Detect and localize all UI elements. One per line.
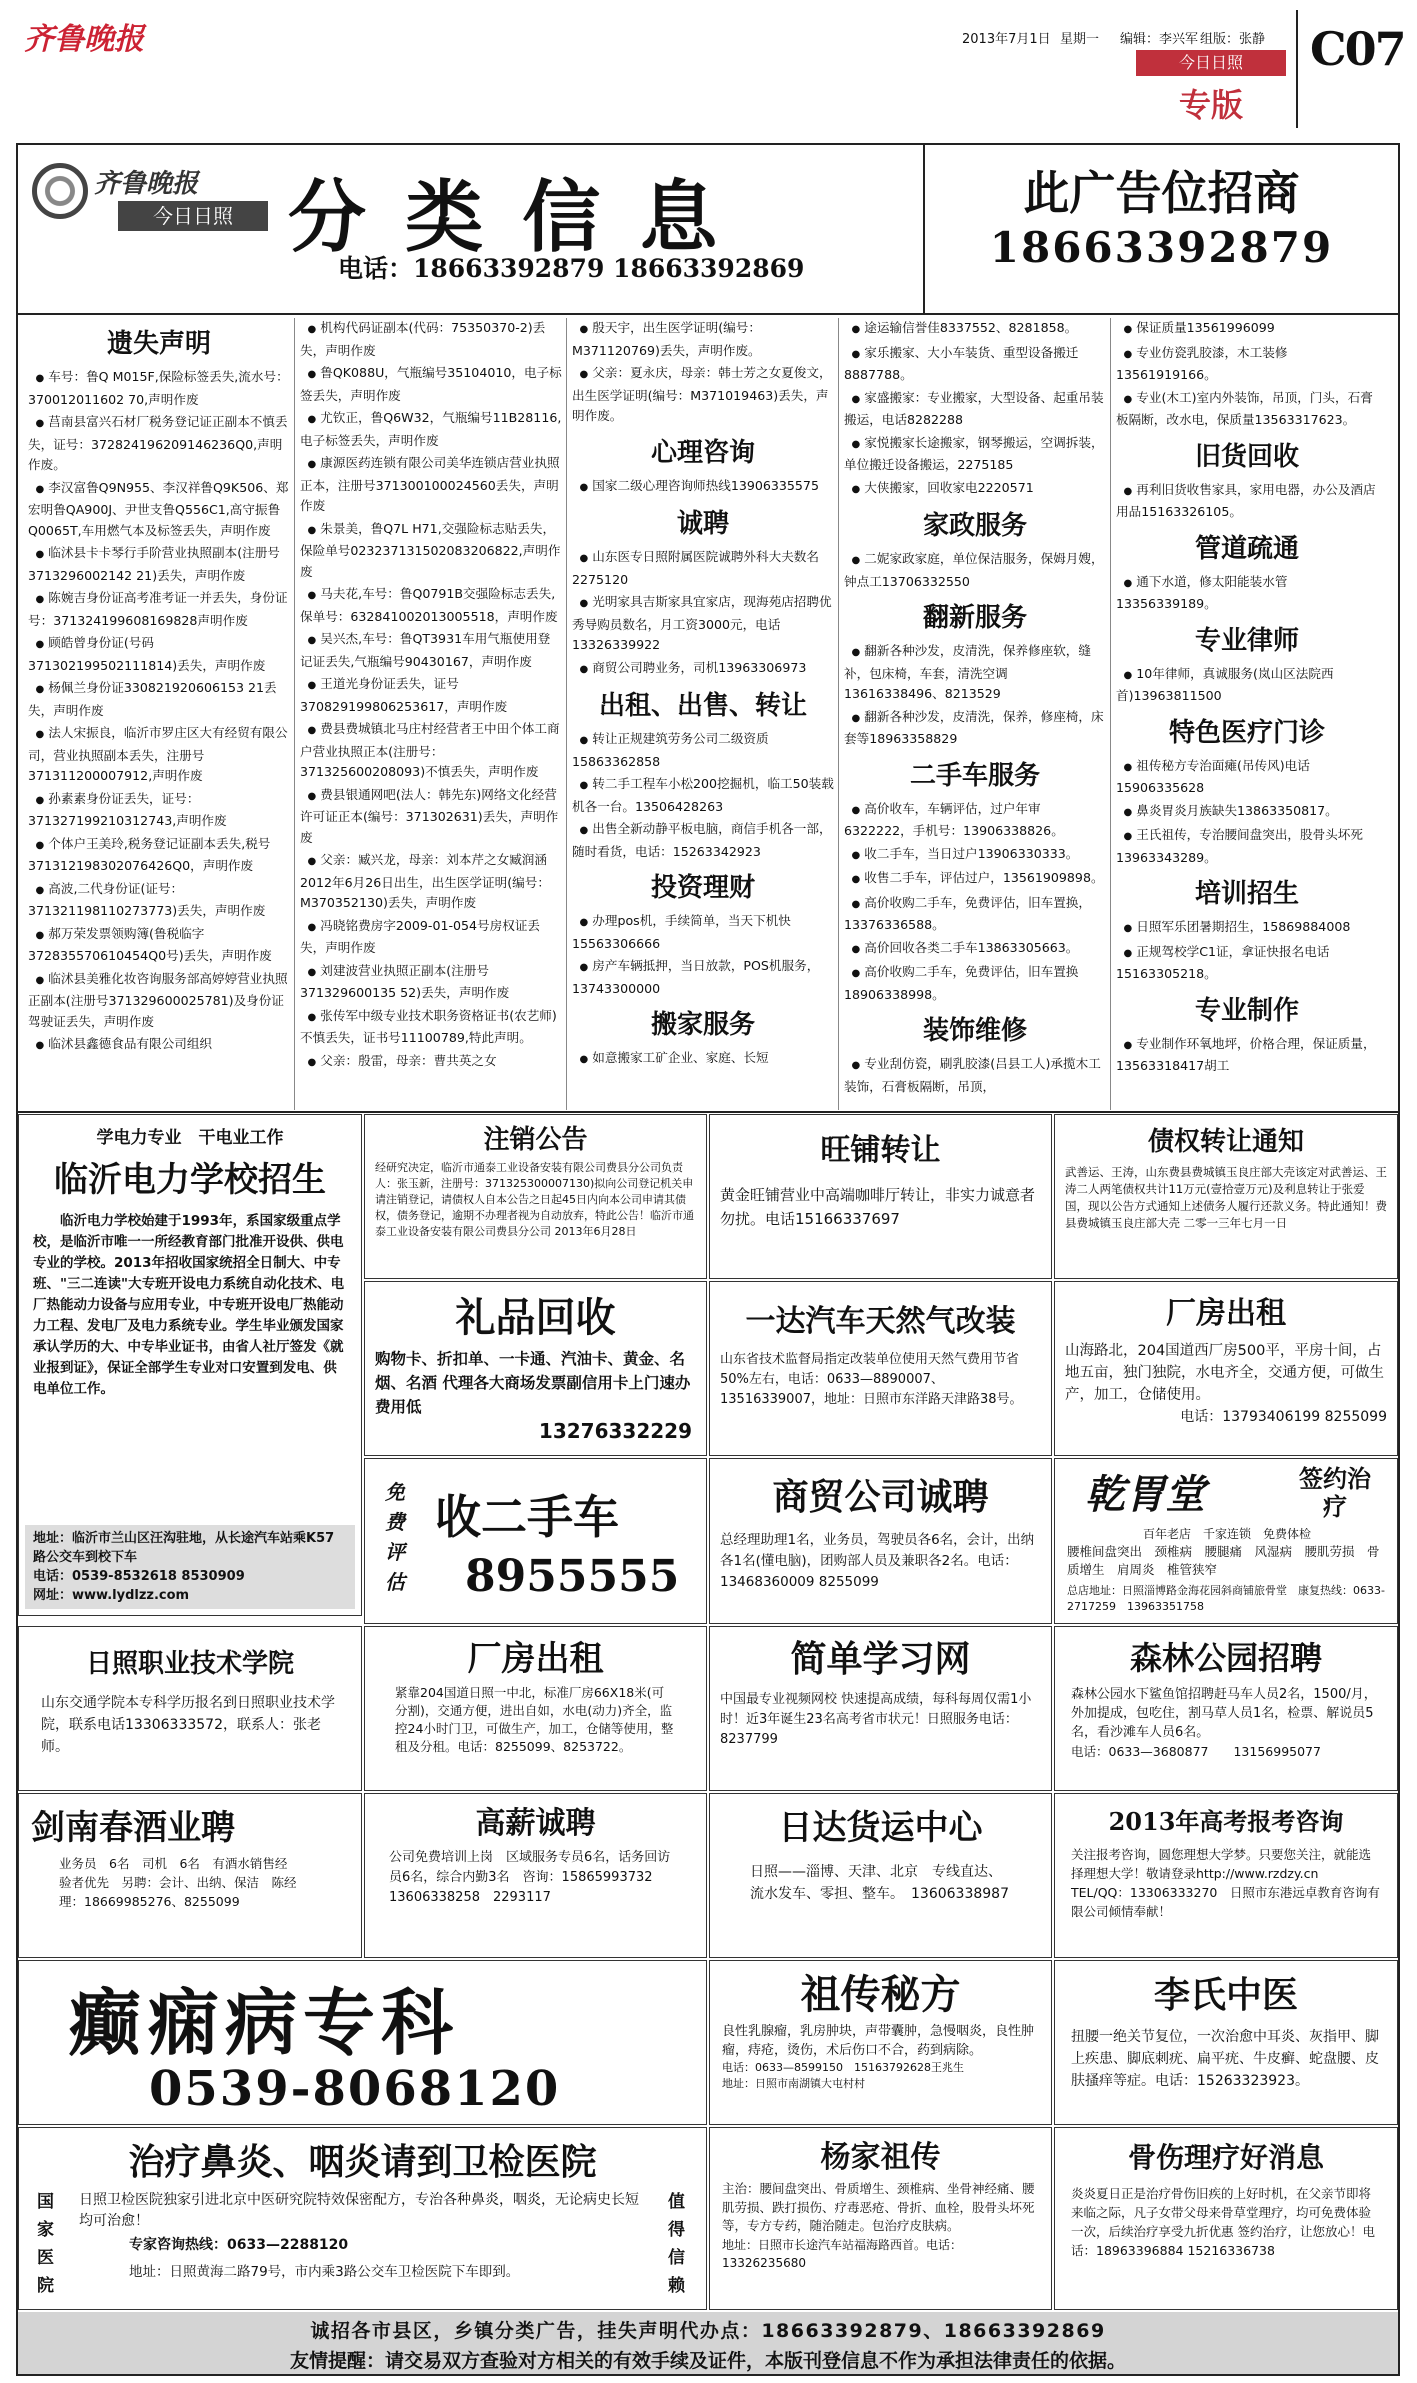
- classified-item: ● 保证质量13561996099: [1116, 318, 1378, 341]
- classified-item: ● 殷天宇，出生医学证明(编号：M371120769)丢失，声明作废。: [572, 318, 834, 361]
- classified-item: ● 专业(木工)室内外装饰，吊顶，门头，石膏板隔断，改水电，保质量13563317623。: [1116, 388, 1378, 431]
- trade-title: 商贸公司诚聘: [772, 1476, 989, 1518]
- column-divider: [566, 318, 567, 1110]
- classified-item: ● 张传军中级专业技术职务资格证书(农艺师)不慎丢失，证书号11100789,特此声明。: [300, 1006, 562, 1049]
- exam-title: 2013年高考报考咨询: [1108, 1807, 1344, 1836]
- weekday: 星期一: [1060, 32, 1100, 47]
- classified-item: ● 再利旧货收售家具，家用电器，办公及酒店用品15163326105。: [1116, 480, 1378, 523]
- classified-item: ● 家盛搬家：专业搬家，大型设备、起重吊装搬运，电话8282288: [844, 388, 1106, 431]
- yang-clinic-ad: [709, 2127, 1052, 2310]
- section-heading: 专业律师: [1194, 625, 1299, 656]
- li-medicine-ad: [1054, 1960, 1398, 2125]
- classified-item: ● 收售二手车，评估过户，13561909898。: [844, 868, 1106, 891]
- section-heading: 装饰维修: [922, 1016, 1027, 1046]
- column-divider: [1110, 318, 1111, 1110]
- logo-section-name: 今日日照: [118, 201, 268, 231]
- debt-notice-ad: [1054, 1114, 1398, 1279]
- section-heading: 心理咨询: [650, 437, 755, 468]
- yang-body: 主治：腰间盘突出、骨质增生、颈椎病、坐骨神经痛、腰肌劳损、跌打损伤、疗毒恶疮、骨折、血栓，股骨头坏死等，专方专药，随治随走。包治疗皮肤病。: [722, 2181, 1035, 2233]
- classified-item: ● 高价回收各类二手车13863305663。: [844, 938, 1106, 961]
- classified-item: ● 高价收车，车辆评估，过户年审6322222，手机号：13906338826。: [844, 799, 1106, 842]
- gift-phone: 13276332229: [538, 1419, 692, 1443]
- used-car-title: 收二手车: [435, 1490, 619, 1544]
- classified-item: ● 高价收购二手车，免费评估，旧车置换，13376336588。: [844, 893, 1106, 936]
- gift-title: 礼品回收: [455, 1294, 616, 1341]
- classified-item: ● 专业仿瓷乳胶漆，木工装修13561919166。: [1116, 343, 1378, 386]
- issue-date: 2013年7月1日: [962, 32, 1051, 47]
- trade-company-ad: [709, 1458, 1052, 1624]
- section-divider: [18, 1111, 1398, 1113]
- park-phone: 电话：0633—3680877 13156995077: [1071, 1744, 1321, 1759]
- classified-item: ● 马夫花,车号：鲁Q0791B交强险标志丢失,保单号：632841002013005518，声明作废: [300, 584, 562, 627]
- clinic-subtitle: 签约治疗: [1299, 1464, 1371, 1521]
- classified-item: ● 父亲：夏永庆，母亲：韩士芳之女夏俊文，出生医学证明(编号：M371019463)丢失，声明作废。: [572, 363, 834, 427]
- salary-title: 高薪诚聘: [475, 1806, 596, 1841]
- section-heading: 出租、出售、转让: [598, 691, 807, 721]
- classified-item: ● 鼻炎胃炎月族缺失13863350817。: [1116, 801, 1378, 824]
- factory1-body: 山海路北，204国道西厂房500平，平房十间，占地五亩，独门独院，水电齐全，交通方便，可做生产，加工，仓储使用。: [1065, 1343, 1384, 1403]
- classified-item: ● 王氏祖传，专治腰间盘突出，股骨头坏死13963343289。: [1116, 825, 1378, 868]
- nose-left-tag: 国家医院: [37, 2192, 54, 2296]
- classified-item: ● 转二手工程车小松200挖掘机，临工50装载机各一台。13506428263: [572, 774, 834, 817]
- wine-body: 业务员 6名 司机 6名 有酒水销售经验者优先 另聘：会计、出纳、保洁 陈经理：18669985276、8255099: [59, 1856, 297, 1909]
- li-body: 扭腰一绝关节复位，一次治愈中耳炎、灰指甲、脚上疾患、脚底刺疣、扁平疣、牛皮癣、蛇盘腰、皮肤搔痒等症。电话：15263323923。: [1071, 2029, 1379, 2089]
- footer-line-2: 友情提醒：请交易双方查验对方相关的有效手续及证件，本版刊登信息不作为承担法律责任的依据。: [289, 2350, 1126, 2372]
- classified-item: ● 如意搬家工矿企业、家庭、长短: [572, 1048, 834, 1071]
- classified-item: ● 商贸公司聘业务，司机13963306973: [572, 658, 834, 681]
- clinic-ad: [1054, 1458, 1398, 1624]
- classified-item: ● 正规驾校学C1证，拿证快报名电话15163305218。: [1116, 942, 1378, 985]
- section-heading: 翻新服务: [922, 603, 1027, 633]
- classified-item: ● 个体户王美玲,税务登记证副本丢失,税号371312198302076426Q0，声明作废: [28, 834, 290, 877]
- section-heading: 二手车服务: [909, 760, 1040, 791]
- school-tag: 学电力专业 干电业工作: [96, 1128, 284, 1148]
- classified-item: ● 出售全新动静平板电脑，商信手机各一部，随时看货，电话：15263342923: [572, 819, 834, 862]
- section-heading: 特色医疗门诊: [1168, 717, 1325, 748]
- classified-item: ● 大侠搬家，回收家电2220571: [844, 478, 1106, 501]
- study-site-ad: [709, 1626, 1052, 1791]
- salary-body: 公司免费培训上岗 区域服务专员6名，话务回访员6名，综合内勤3名 咨询：15865993732 13606338258 2293117: [389, 1850, 671, 1905]
- classified-item: ● 费县费城镇北马庄村经营者王中田个体工商户营业执照正本(注册号：371325600208093)不慎丢失，声明作废: [300, 719, 562, 783]
- classified-item: ● 李汉富鲁Q9N955、李汉祥鲁Q9K506、郑宏明鲁QA900J、尹世支鲁Q556C1,高守振鲁Q0065T,车用燃气本及标签丢失，声明作废: [28, 478, 290, 542]
- factory1-title: 厂房出租: [1166, 1296, 1286, 1331]
- debt-title: 债权转让通知: [1147, 1127, 1304, 1157]
- classified-item: ● 郝万荣发票领购簿(鲁税临字372835570610454Q0号)丢失，声明作废: [28, 924, 290, 967]
- secret-recipe-ad: [709, 1960, 1052, 2125]
- factory2-body: 紧靠204国道日照一中北，标准厂房66X18米(可分割)，交通方便，进出自如，水电(动力)齐全，监控24小时门卫，可做生产，加工，仓储等使用，整租及分租。电话：8255099、8253722。: [395, 1685, 674, 1754]
- classified-item: ● 办理pos机，手续简单，当天下机快15563306666: [572, 911, 834, 954]
- banner-phone: 电话：18663392879 18663392869: [338, 254, 805, 283]
- classified-item: ● 朱景美，鲁Q7L H71,交强险标志贴丢失，保险单号023237131502083206822,声明作废: [300, 519, 562, 583]
- column-divider: [294, 318, 295, 1110]
- classified-item: ● 临沭县鑫德食品有限公司组织: [28, 1034, 290, 1057]
- logo-paper-name: 齐鲁晚报: [94, 169, 199, 199]
- clinic-tag: 百年老店 千家连锁 免费体检: [1142, 1527, 1311, 1541]
- section-heading: 旧货回收: [1194, 441, 1299, 472]
- gas-conversion-ad: [709, 1281, 1052, 1456]
- wine-recruit-ad: [18, 1793, 362, 1958]
- section-heading: 遗失声明: [106, 329, 211, 359]
- classified-item: ● 临沭县卡卡琴行手阶营业执照副本(注册号3713296002142 21)丢失，声明作废: [28, 543, 290, 586]
- classified-item: ● 吴兴杰,车号：鲁QT3931车用气瓶使用登记证丢失,气瓶编号90430167，声明作废: [300, 629, 562, 672]
- nose-address: 地址：日照黄海二路79号，市内乘3路公交车卫检医院下车即到。: [129, 2264, 520, 2280]
- college-title: 日照职业技术学院: [85, 1649, 294, 1679]
- layout-editor: 组版：张静: [1200, 32, 1266, 47]
- debt-body: 武善运、王涛，山东费县费城镇玉良庄部大壳该定对武善运、王涛二人两笔债权共计11万元(壹拾壹万元)及利息转让于张爱国，现以公告方式通知上述债务人履行还款义务。特此通知！费县费城镇玉良庄部大壳 二零一三年七月一日: [1065, 1165, 1387, 1230]
- secret-phone: 电话：0633—8599150 15163792628王兆生: [722, 2061, 964, 2074]
- epilepsy-title: 癫痫病专科: [69, 1980, 460, 2065]
- school-address: 地址：临沂市兰山区汪沟驻地，从长途汽车站乘K57路公交车到校下车: [33, 1531, 335, 1565]
- logo-icon: [32, 163, 88, 219]
- shop-body: 黄金旺铺营业中高端咖啡厅转让，非实力诚意者勿扰。电话15166337697: [720, 1186, 1036, 1228]
- classified-item: ● 翻新各种沙发，皮清洗，保养，修座椅，床套等18963358829: [844, 707, 1106, 750]
- section-heading: 诚聘: [676, 509, 729, 539]
- banner-title: 分 类 信 息: [288, 172, 724, 263]
- secret-body: 良性乳腺瘤，乳房肿块，声带囊肿，急慢咽炎，良性肿瘤，痔疮，烫伤，术后伤口不合，药到病除。: [722, 2024, 1035, 2058]
- clinic-title: 乾胃堂: [1085, 1471, 1205, 1518]
- nose-phone: 专家咨询热线：0633—2288120: [129, 2237, 349, 2253]
- classified-column: [1116, 318, 1378, 1112]
- secret-address: 地址：日照市南湖镇大屯村村: [722, 2077, 865, 2090]
- classified-item: ● 家悦搬家长途搬家，钢琴搬运，空调拆装，单位搬迁设备搬运，2275185: [844, 433, 1106, 476]
- ad-space-title: 此广告位招商: [1023, 166, 1300, 220]
- classified-item: ● 父亲：殷雷，母亲：曹共英之女: [300, 1051, 562, 1074]
- classified-item: ● 孙素素身份证丢失，证号：371327199210312743,声明作废: [28, 789, 290, 832]
- classified-item: ● 专业制作环氧地坪，价格合理，保证质量，13563318417胡工: [1116, 1034, 1378, 1077]
- trade-body: 总经理助理1名，业务员，驾驶员各6名，会计，出纳各1名(懂电脑)，团购部人员及兼职各2名。电话：13468360009 8255099: [720, 1532, 1035, 1590]
- classified-column: [300, 318, 562, 1112]
- gas-title: 一达汽车天然气改装: [745, 1304, 1016, 1339]
- freight-ad: [709, 1793, 1052, 1958]
- section-heading: 专业制作: [1194, 995, 1299, 1026]
- classified-item: ● 车号：鲁Q M015F,保险标签丢失,流水号：370012011602 70,声明作废: [28, 367, 290, 410]
- classified-item: ● 康源医药连锁有限公司美华连锁店营业执照正本，注册号371300100024560丢失，声明作废: [300, 453, 562, 517]
- classified-item: ● 专业刮仿瓷，刷乳胶漆(吕县工人)承揽木工装饰，石膏板隔断，吊顶，: [844, 1054, 1106, 1097]
- bone-therapy-ad: [1054, 2127, 1398, 2310]
- paper-logo: 齐鲁晚报: [24, 22, 144, 57]
- footer: [18, 2312, 1398, 2374]
- section-heading: 投资理财: [650, 873, 755, 903]
- school-title: 临沂电力学校招生: [54, 1160, 326, 1200]
- classified-item: ● 二妮家政家庭，单位保洁服务，保姆月嫂，钟点工13706332550: [844, 549, 1106, 592]
- classified-item: ● 途运输信誉佳8337552、8281858。: [844, 318, 1106, 341]
- secret-title: 祖传秘方: [800, 1971, 961, 2018]
- section-heading: 培训招生: [1194, 879, 1299, 909]
- classified-item: ● 转让正规建筑劳务公司二级资质15863362858: [572, 729, 834, 772]
- classified-item: ● 刘建波营业执照正副本(注册号371329600135 52)丢失，声明作废: [300, 961, 562, 1004]
- college-ad: [18, 1626, 362, 1791]
- factory-rent-ad-2: [364, 1626, 707, 1791]
- gift-body: 购物卡、折扣单、一卡通、汽油卡、黄金、名烟、名酒 代理各大商场发票副信用卡上门速办费用低: [375, 1350, 691, 1416]
- classified-column: [28, 318, 290, 1112]
- used-car-side: 免费评估: [385, 1480, 405, 1594]
- classified-item: ● 尤钦正，鲁Q6W32，气瓶编号11B28116,电子标签丢失，声明作废: [300, 408, 562, 451]
- classified-item: ● 机构代码证副本(代码：75350370-2)丢失，声明作废: [300, 318, 562, 361]
- column-divider: [838, 318, 839, 1110]
- ad-space-box: [925, 145, 1398, 315]
- classified-item: ● 费县银通网吧(法人：韩先东)网络文化经营许可证正本(编号：371302631)丢失，声明作废: [300, 785, 562, 849]
- classified-item: ● 高价收购二手车，免费评估，旧车置换18906338998。: [844, 962, 1106, 1005]
- section-type: 专版: [1178, 86, 1243, 124]
- li-title: 李氏中医: [1153, 1974, 1298, 2016]
- classified-item: ● 冯晓铭费房字2009-01-054号房权证丢失，声明作废: [300, 916, 562, 959]
- classified-item: ● 法人宋振良，临沂市罗庄区大有经贸有限公司，营业执照副本丢失，注册号371311200007912,声明作废: [28, 723, 290, 787]
- school-website: 网址：www.lydlzz.com: [33, 1588, 190, 1603]
- classified-item: ● 王道光身份证丢失，证号370829199806253617，声明作废: [300, 674, 562, 717]
- yang-title: 杨家祖传: [820, 2140, 941, 2175]
- classified-item: ● 父亲：臧兴龙，母亲：刘本芹之女臧润涵2012年6月26日出生，出生医学证明(编号：M370352130)丢失，声明作废: [300, 850, 562, 914]
- classified-item: ● 临沭县美雅化妆咨询服务部高婷婷营业执照正副本(注册号371329600025781)及身份证驾驶证丢失，声明作废: [28, 969, 290, 1033]
- cancel-title: 注销公告: [483, 1125, 588, 1155]
- page-number: C07: [1310, 22, 1405, 76]
- classified-item: ● 高波,二代身份证(证号：371321198110273773)丢失，声明作废: [28, 879, 290, 922]
- classified-item: ● 顾皓曾身份证(号码371302199502111814)丢失，声明作废: [28, 633, 290, 676]
- bone-title: 骨伤理疗好消息: [1127, 2141, 1324, 2174]
- section-heading: 搬家服务: [650, 1010, 755, 1040]
- wine-title: 剑南春酒业聘: [31, 1808, 235, 1848]
- used-car-ad: [364, 1458, 707, 1624]
- section-heading: 管道疏通: [1194, 533, 1299, 564]
- exam-body: 关注报考咨询，圆您理想大学梦。只要您关注，就能选择理想大学！敬请登录http://www.rzdzy.cn TEL/QQ：13306333270 日照市东港远卓教育咨询有限公司倾情奉献！: [1071, 1847, 1380, 1919]
- classified-item: ● 家乐搬家、大小车装货、重型设备搬迁8887788。: [844, 343, 1106, 386]
- ad-space-phone: 18663392879: [989, 223, 1334, 272]
- forest-park-ad: [1054, 1626, 1398, 1791]
- classified-item: ● 房产车辆抵押，当日放款，POS机服务，13743300000: [572, 956, 834, 999]
- classified-item: ● 翻新各种沙发，皮清洗，保养修座软，缝补，包床椅，车套，清洗空调13616338496、8213529: [844, 641, 1106, 705]
- park-body: 森林公园水下鲨鱼馆招聘赶马车人员2名，1500/月，外加提成，包吃住，割马草人员1名，检票、解说员5名，看沙滩车人员6名。: [1071, 1687, 1377, 1740]
- nose-body: 日照卫检医院独家引进北京中医研究院特效保密配方，专治各种鼻炎，咽炎，无论病史长短均可治愈！: [79, 2192, 639, 2229]
- classified-banner: [18, 145, 923, 315]
- nose-clinic-ad: [18, 2127, 707, 2310]
- classified-item: ● 收二手车，当日过户13906330333。: [844, 844, 1106, 867]
- exam-consult-ad: [1054, 1793, 1398, 1958]
- shop-transfer-ad: [709, 1114, 1052, 1279]
- salary-recruit-ad: [364, 1793, 707, 1958]
- classified-item: ● 莒南县富兴石材厂税务登记证正副本不慎丢失，证号：372824196209146236Q0,声明作废。: [28, 412, 290, 476]
- footer-line-1: 诚招各市县区，乡镇分类广告，挂失声明代办点：18663392879、18663392869: [310, 2320, 1106, 2342]
- classified-column: [572, 318, 834, 1112]
- park-title: 森林公园招聘: [1129, 1639, 1322, 1677]
- bone-body: 炎炎夏日正是治疗骨伤旧疾的上好时机，在父亲节即将来临之际，凡子女带父母来骨草堂理疗，均可免费体验一次，后续治疗享受九折优惠 签约治疗，让您放心！电话：18963396884 15216336738: [1071, 2186, 1375, 2258]
- classified-item: ● 杨佩兰身份证330821920606153 21丢失，声明作废: [28, 678, 290, 721]
- nose-title: 治疗鼻炎、咽炎请到卫检医院: [128, 2141, 597, 2183]
- school-ad: [18, 1114, 362, 1616]
- nose-right-tag: 值得信赖: [668, 2192, 685, 2296]
- yang-address: 地址：日照市长途汽车站福海路西首。电话：13326235680: [722, 2237, 963, 2270]
- study-title: 简单学习网: [790, 1638, 971, 1680]
- college-body: 山东交通学院本专科学历报名到日照职业技术学院，联系电话13306333572，联系人：张老师。: [41, 1695, 335, 1755]
- school-body: 临沂电力学校始建于1993年，系国家级重点学校，是临沂市唯一一所经教育部门批准开设供、供电专业的学校。2013年招收国家统招全日制大、中专班、"三二连读"大专班开设电力系统自动化技术、电厂热能动力设备与应用专业，中专班开设电厂热能动力工程、发电厂及电力系统专业。学生毕业颁发国家承认学历的大、中专毕业证书，由省人社厅签发《就业报到证》，保证全部学生专业对口安置到发电、供电单位工作。: [33, 1213, 345, 1397]
- used-car-phone: 8955555: [465, 1551, 680, 1602]
- study-body: 中国最专业视频网校 快速提高成绩，每科每周仅需1小时！近3年诞生23名高考省市状元！日照服务电话：8237799: [720, 1692, 1032, 1747]
- classified-item: ● 山东医专日照附属医院诚聘外科大夫数名2275120: [572, 547, 834, 590]
- epilepsy-ad: [18, 1960, 707, 2125]
- freight-body: 日照——淄博、天津、北京 专线直达、流水发车、零担、整车。 13606338987: [750, 1864, 1009, 1902]
- factory2-title: 厂房出租: [467, 1639, 604, 1679]
- classified-item: ● 通下水道，修太阳能装水管13356339189。: [1116, 572, 1378, 615]
- factory-rent-ad-1: [1054, 1281, 1398, 1456]
- cancel-notice-ad: [364, 1114, 707, 1279]
- classified-item: ● 陈婉吉身份证高考准考证一并丢失，身份证号：371324199608169828声明作废: [28, 588, 290, 631]
- classified-item: ● 国家二级心理咨询师热线13906335575: [572, 476, 834, 499]
- section-name: 今日日照: [1136, 50, 1286, 76]
- gas-body: 山东省技术监督局指定改装单位使用天然气费用节省50%左右，电话：0633—8890007、13516339007，地址：日照市东洋路天津路38号。: [720, 1352, 1023, 1407]
- classified-item: ● 鲁QK088U，气瓶编号35104010，电子标签丢失，声明作废: [300, 363, 562, 406]
- school-phone: 电话：0539-8532618 8530909: [33, 1569, 245, 1584]
- classified-item: ● 日照军乐团暑期招生，15869884008: [1116, 917, 1378, 940]
- classified-item: ● 祖传秘方专治面瘫(吊传风)电话15906335628: [1116, 756, 1378, 799]
- clinic-address: 总店地址：日照淄博路金海花园斜商铺旅骨堂 康复热线：0633-2717259 13963351758: [1067, 1584, 1385, 1613]
- section-heading: 家政服务: [922, 511, 1027, 541]
- classified-item: ● 光明家具吉斯家具宜家店，现海苑店招聘优秀导购员数名，月工资3000元，电话13326339922: [572, 592, 834, 656]
- classified-column: [844, 318, 1106, 1112]
- epilepsy-phone: 0539-8068120: [149, 2061, 561, 2117]
- gift-recycle-ad: [364, 1281, 707, 1456]
- classified-item: ● 10年律师，真诚服务(岚山区法院西首)13963811500: [1116, 664, 1378, 707]
- cancel-body: 经研究决定，临沂市通泰工业设备安装有限公司费县分公司负责人：张玉新，注册号：371325300007130)拟向公司登记机关申请注销登记，请债权人自本公告之日起45日内向本公司申请其债权，债务登记，逾期不办理者视为自动放弃，特此公告！临沂市通泰工业设备安装有限公司费县分公司 2013年6月28日: [375, 1161, 694, 1238]
- editor: 编辑：李兴军: [1120, 32, 1199, 47]
- factory1-phone: 电话：13793406199 8255099: [1180, 1409, 1387, 1425]
- page-divider: [1296, 10, 1298, 128]
- freight-title: 日达货运中心: [778, 1808, 983, 1848]
- clinic-body: 腰椎间盘突出 颈椎病 腰腿痛 风湿病 腰肌劳损 骨质增生 肩周炎 椎管狭窄: [1067, 1544, 1380, 1577]
- shop-title: 旺铺转让: [820, 1133, 941, 1168]
